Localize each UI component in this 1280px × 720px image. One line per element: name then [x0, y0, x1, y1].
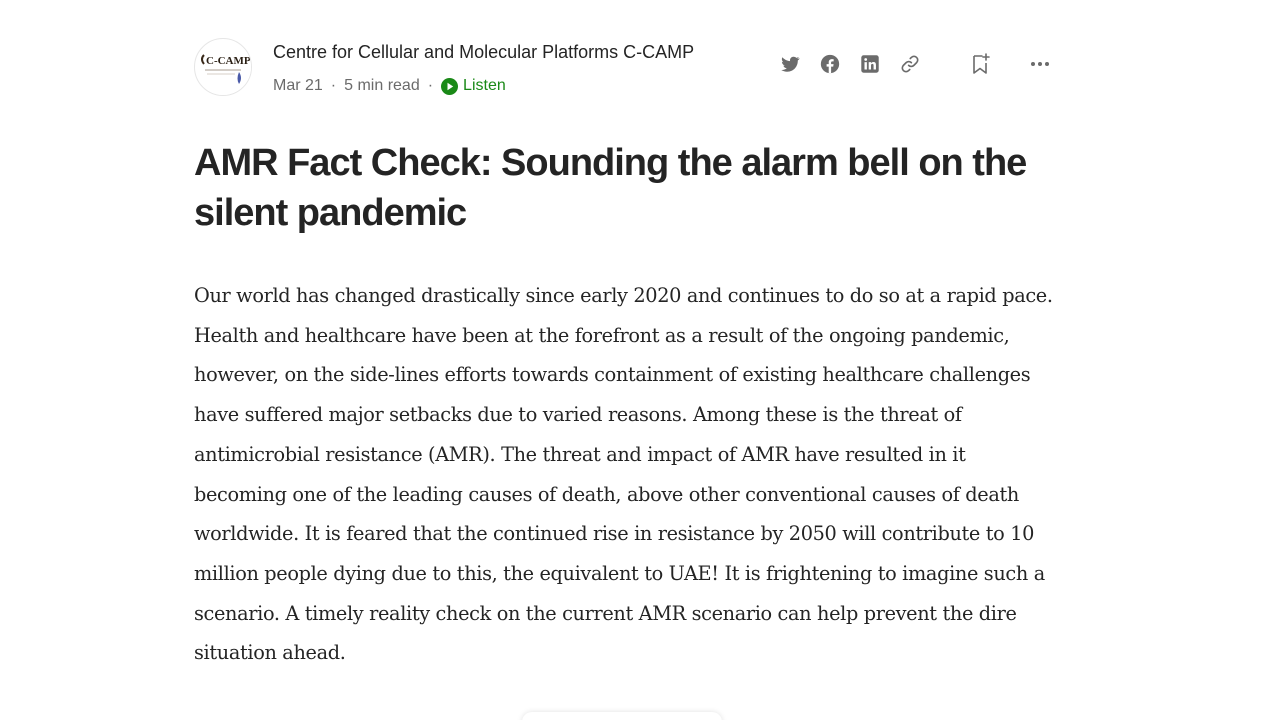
author-avatar[interactable] [194, 38, 252, 96]
meta-separator: · [330, 77, 337, 94]
bookmark-icon [968, 52, 992, 76]
facebook-icon [819, 53, 841, 75]
share-actions [778, 50, 1052, 78]
copy-link-button[interactable] [898, 52, 922, 76]
avatar-logo-text: C-CAMP [206, 55, 251, 67]
twitter-icon [779, 53, 801, 75]
play-icon [441, 78, 458, 95]
linkedin-icon [859, 53, 881, 75]
twitter-share-button[interactable] [778, 52, 802, 76]
article-meta [273, 77, 506, 95]
bookmark-button[interactable] [968, 52, 992, 76]
read-time: 5 min read [344, 77, 420, 94]
listen-label: Listen [463, 77, 506, 94]
listen-button[interactable] [441, 77, 506, 95]
c-camp-logo-icon [195, 39, 252, 96]
floating-toolbar-edge [522, 712, 722, 720]
linkedin-share-button[interactable] [858, 52, 882, 76]
publish-date: Mar 21 [273, 77, 323, 94]
more-icon [1028, 52, 1052, 76]
meta-separator: · [427, 77, 434, 94]
author-name[interactable]: Centre for Cellular and Molecular Platforms C-CAMP [273, 42, 695, 62]
article-paragraph: Our world has changed drastically since early 2020 and continues to do so at a rapid pace. Health and healthcare have been at the forefront as a result of the ongoing pandemic, however, on the side-lines efforts towards containment of existing healthcare challenges have suffered major setbacks due to varied reasons. Among these is the threat of antimicrobial resistance (AMR). The threat and impact of AMR have resulted in it becoming one of the leading causes of death, above other conventional causes of death worldwide. It is feared that the continued rise in resistance by 2050 will contribute to 10 million people dying due to this, the equivalent to UAE! It is frightening to imagine such a scenario. A timely reality check on the current AMR scenario can help prevent the dire situation ahead. [194, 284, 1053, 665]
link-icon [899, 53, 921, 75]
facebook-share-button[interactable] [818, 52, 842, 76]
article-title: AMR Fact Check: Sounding the alarm bell on the silent pandemic [194, 142, 1027, 234]
author-row [194, 38, 1054, 100]
more-options-button[interactable] [1028, 52, 1052, 76]
